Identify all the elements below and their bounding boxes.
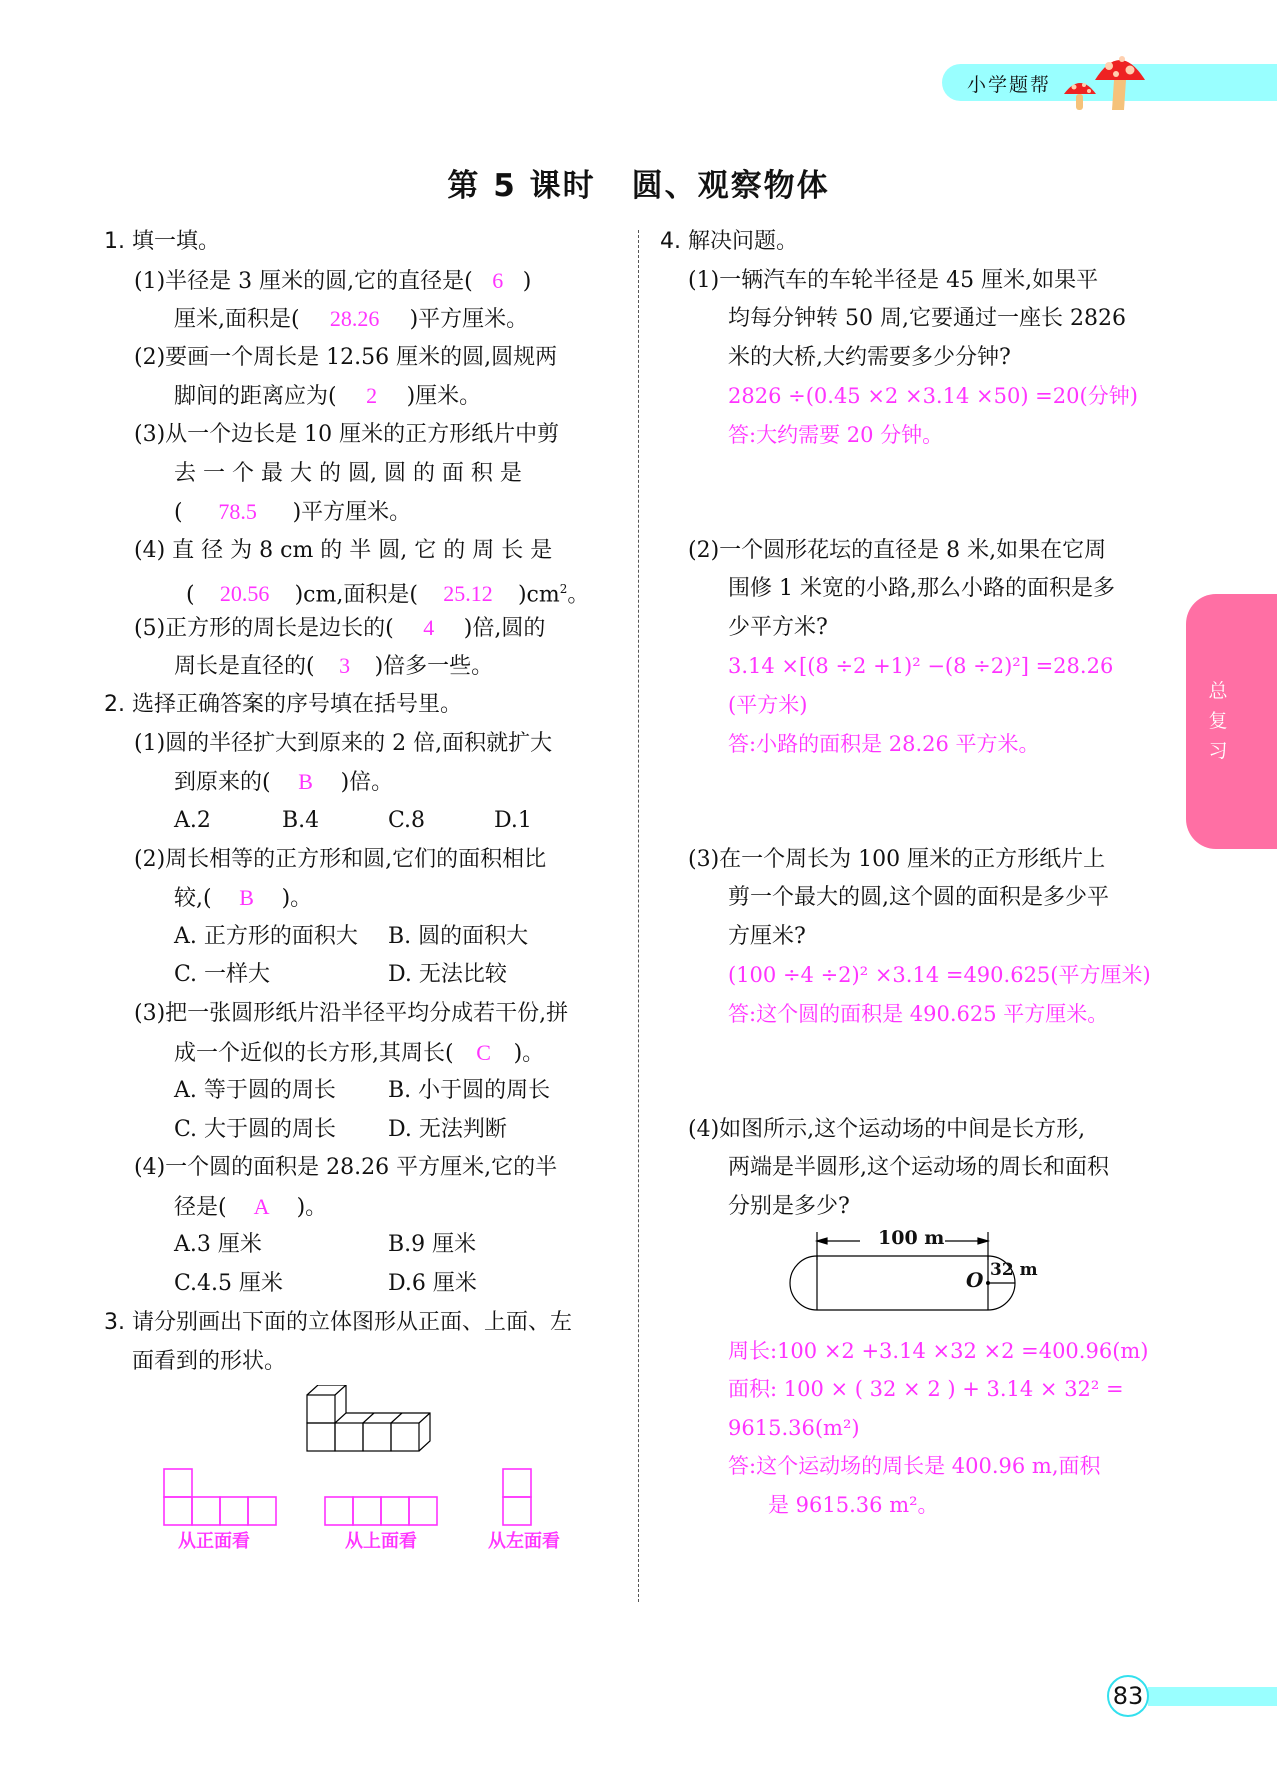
question-line: (3)在一个周长为 100 厘米的正方形纸片上	[688, 847, 1106, 872]
option: B. 小于圆的周长	[388, 1078, 551, 1103]
brand-name: 小学题帮	[967, 74, 1052, 96]
solution-line: 答:小路的面积是 28.26 平方米。	[728, 732, 1040, 756]
option: C.4.5 厘米	[174, 1271, 284, 1296]
solution-line: 答:大约需要 20 分钟。	[728, 423, 944, 447]
option: A.3 厘米	[174, 1232, 262, 1257]
section-tab-review	[1186, 594, 1277, 849]
front-view-label: 从正面看	[178, 1531, 250, 1552]
question-line: 到原来的( B )倍。	[174, 769, 394, 795]
question-line: ( 20.56 )cm,面积是( 25.12 )$cm^2$。	[186, 581, 590, 608]
question-line: 方厘米?	[728, 924, 806, 949]
option: D. 无法判断	[388, 1117, 507, 1142]
answer: 78.5	[218, 499, 257, 524]
front-view-drawing	[162, 1467, 278, 1527]
question-line: 脚间的距离应为( 2 )厘米。	[174, 383, 482, 409]
radius-label: 32 m	[990, 1260, 1038, 1280]
option: B. 圆的面积大	[388, 924, 529, 949]
question-line: 剪一个最大的圆,这个圆的面积是多少平	[728, 885, 1109, 910]
column-divider	[638, 230, 639, 1602]
option: B.9 厘米	[388, 1232, 477, 1257]
question-line: (1)半径是 3 厘米的圆,它的直径是( 6 )	[134, 268, 532, 294]
page-number-bar	[1148, 1687, 1277, 1706]
option: A. 正方形的面积大	[174, 924, 358, 949]
question-heading: 面看到的形状。	[132, 1349, 287, 1374]
question-line: 均每分钟转 50 周,它要通过一座长 2826	[728, 306, 1126, 331]
mushroom-icon	[1092, 46, 1148, 112]
question-heading: 4. 解决问题。	[660, 229, 798, 254]
solution-line: (100 ÷4 ÷2)² ×3.14 =490.625(平方厘米)	[728, 963, 1151, 987]
center-label: O	[966, 1268, 984, 1292]
answer: 25.12	[443, 581, 493, 607]
cube-solid-figure	[300, 1385, 440, 1457]
answer: 2	[366, 383, 378, 408]
question-line: (5)正方形的周长是边长的( 4 )倍,圆的	[134, 615, 546, 641]
option: D. 无法比较	[388, 962, 507, 987]
question-line: (4)如图所示,这个运动场的中间是长方形,	[688, 1117, 1086, 1142]
question-line: 米的大桥,大约需要多少分钟?	[728, 345, 1011, 370]
answer: C	[476, 1040, 491, 1065]
question-heading: 1. 填一填。	[104, 229, 220, 254]
answer: B	[239, 885, 254, 910]
question-line: 较,( B )。	[174, 885, 313, 911]
answer: 20.56	[219, 581, 270, 607]
solution-line: 是 9615.36 m²。	[768, 1493, 939, 1517]
answer: 28.26	[329, 306, 380, 331]
page-number: 83	[1107, 1675, 1149, 1717]
answer: A	[253, 1194, 270, 1219]
answer: 4	[423, 615, 435, 640]
question-line: 径是( A )。	[174, 1194, 328, 1220]
left-view-label: 从左面看	[488, 1531, 560, 1552]
option: C.8	[388, 808, 426, 833]
answer: 3	[339, 653, 351, 678]
option: D.1	[494, 808, 532, 833]
solution-line: 3.14 ×[(8 ÷2 +1)² −(8 ÷2)²] =28.26	[728, 654, 1114, 678]
option: C. 大于圆的周长	[174, 1117, 337, 1142]
question-line: 两端是半圆形,这个运动场的周长和面积	[728, 1155, 1109, 1180]
question-line: 分别是多少?	[728, 1194, 850, 1219]
left-view-drawing	[501, 1467, 533, 1527]
top-view-drawing	[323, 1495, 439, 1527]
top-view-label: 从上面看	[345, 1531, 417, 1552]
question-line: 成一个近似的长方形,其周长( C )。	[174, 1040, 545, 1066]
question-line: (1)一辆汽车的车轮半径是 45 厘米,如果平	[688, 268, 1099, 293]
solution-line: 2826 ÷(0.45 ×2 ×3.14 ×50) =20(分钟)	[728, 384, 1138, 408]
option: C. 一样大	[174, 962, 271, 987]
solution-line: 9615.36(m²)	[728, 1416, 860, 1440]
question-line: (2)周长相等的正方形和圆,它们的面积相比	[134, 847, 547, 872]
question-line: 少平方米?	[728, 615, 828, 640]
question-line: (3)从一个边长是 10 厘米的正方形纸片中剪	[134, 422, 560, 447]
question-line: (1)圆的半径扩大到原来的 2 倍,面积就扩大	[134, 731, 553, 756]
question-line: (4) 直 径 为 8 cm 的 半 圆, 它 的 周 长 是	[134, 538, 553, 563]
question-line: 去 一 个 最 大 的 圆, 圆 的 面 积 是	[174, 461, 522, 486]
option: A.2	[174, 808, 211, 833]
question-line: ( 78.5 )平方厘米。	[174, 499, 412, 525]
option: A. 等于圆的周长	[174, 1078, 336, 1103]
question-line: (2)一个圆形花坛的直径是 8 米,如果在它周	[688, 538, 1107, 563]
option: D.6 厘米	[388, 1271, 477, 1296]
question-heading: 2. 选择正确答案的序号填在括号里。	[104, 692, 462, 717]
question-line: (3)把一张圆形纸片沿半径平均分成若干份,拼	[134, 1001, 569, 1026]
answer: 6	[492, 268, 504, 293]
question-line: (2)要画一个周长是 12.56 厘米的圆,圆规两	[134, 345, 558, 370]
solution-line: 答:这个圆的面积是 490.625 平方厘米。	[728, 1002, 1109, 1026]
question-heading: 3. 请分别画出下面的立体图形从正面、上面、左	[104, 1310, 572, 1335]
length-label: 100 m	[878, 1227, 945, 1249]
question-line: (4)一个圆的面积是 28.26 平方厘米,它的半	[134, 1155, 558, 1180]
option: B.4	[282, 808, 320, 833]
section-tab-label: 总 复 习	[1208, 680, 1228, 762]
solution-line: 面积: 100 × ( 32 × 2 ) + 3.14 × 32² =	[728, 1377, 1124, 1401]
question-line: 周长是直径的( 3 )倍多一些。	[174, 653, 494, 679]
question-line: 围修 1 米宽的小路,那么小路的面积是多	[728, 576, 1115, 601]
question-line: 厘米,面积是( 28.26 )平方厘米。	[174, 306, 529, 332]
page-title: 第 5 课时 圆、观察物体	[447, 168, 830, 204]
solution-line: 周长:100 ×2 +3.14 ×32 ×2 =400.96(m)	[728, 1339, 1149, 1363]
solution-line: 答:这个运动场的周长是 400.96 m,面积	[728, 1454, 1101, 1478]
solution-line: (平方米)	[728, 693, 808, 717]
answer: B	[298, 769, 313, 794]
